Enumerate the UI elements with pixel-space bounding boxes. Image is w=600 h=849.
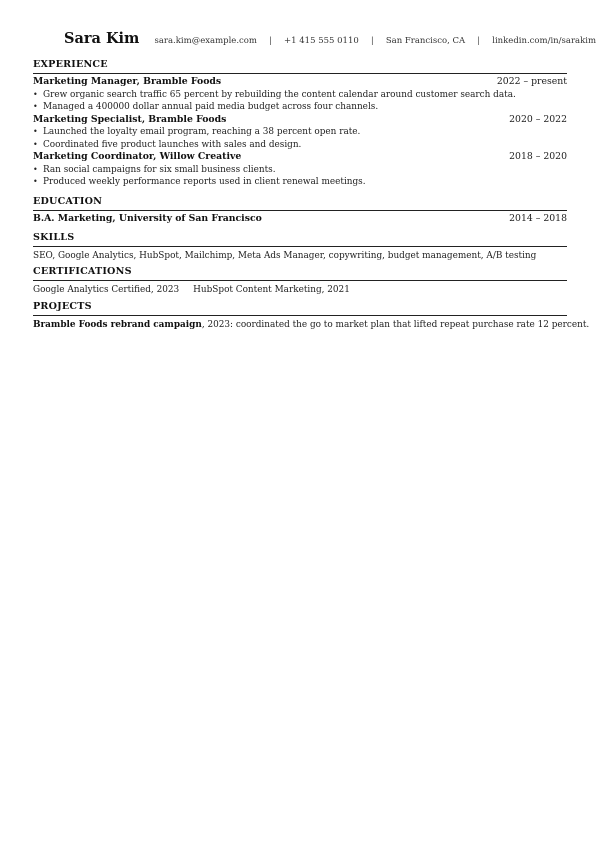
job-bullet: • Managed a 400000 dollar annual paid media budget across four channels. xyxy=(33,101,567,114)
skills-list: SEO, Google Analytics, HubSpot, Mailchimp, Meta Ads Manager, copywriting, budget management, A/B testing xyxy=(33,251,537,261)
certification-item: Google Analytics Certified, 2023 xyxy=(33,285,180,295)
job-bullet: • Coordinated five product launches with sales and design. xyxy=(33,139,567,152)
education-section xyxy=(33,196,567,226)
candidate-name: Sara Kim xyxy=(64,30,140,47)
section-divider xyxy=(33,73,567,74)
section-title: PROJECTS xyxy=(33,301,92,312)
certifications-list xyxy=(33,284,567,296)
certifications-section xyxy=(33,266,567,296)
section-title: CERTIFICATIONS xyxy=(33,266,132,277)
job-dates: 2022 – present xyxy=(496,76,567,87)
section-divider xyxy=(33,210,567,211)
education-dates: 2014 – 2018 xyxy=(509,213,567,224)
degree: B.A. Marketing, University of San Francisco xyxy=(33,213,262,224)
job-role: Marketing Manager, Bramble Foods xyxy=(33,76,222,87)
job-bullet: • Launched the loyalty email program, reaching a 38 percent open rate. xyxy=(33,126,567,139)
contact-separator: | xyxy=(269,36,272,46)
contact-separator: | xyxy=(370,36,374,46)
job-dates: 2018 – 2020 xyxy=(509,151,567,162)
contact-phone: +1 415 555 0110 xyxy=(284,36,359,46)
contact-linkedin: linkedin.com/in/sarakim xyxy=(492,36,597,46)
job-entry xyxy=(33,151,567,189)
contact-location: San Francisco, CA xyxy=(385,36,466,46)
projects-section xyxy=(33,301,590,331)
job-role: Marketing Specialist, Bramble Foods xyxy=(33,113,227,125)
project-detail: , 2023: coordinated the go to market plan that lifted repeat purchase rate 12 percent. xyxy=(201,320,590,330)
skills-section xyxy=(33,232,567,262)
section-divider xyxy=(33,246,567,247)
job-role: Marketing Coordinator, Willow Creative xyxy=(33,151,242,162)
job-bullet: • Ran social campaigns for six small business clients. xyxy=(33,164,567,177)
project-name: Bramble Foods rebrand campaign xyxy=(33,320,202,330)
contact-separator: | xyxy=(477,36,481,46)
resume-header xyxy=(64,28,596,47)
job-entry xyxy=(33,76,567,114)
job-entry xyxy=(33,114,567,152)
section-title: EXPERIENCE xyxy=(33,59,108,70)
certification-item: HubSpot Content Marketing, 2021 xyxy=(193,285,350,295)
job-dates: 2020 – 2022 xyxy=(509,113,567,125)
job-bullet: • Produced weekly performance reports used in client renewal meetings. xyxy=(33,176,567,189)
contact-email: sara.kim@example.com xyxy=(154,36,257,46)
experience-section xyxy=(33,59,567,189)
job-bullet: • Grew organic search traffic 65 percent by rebuilding the content calendar around customer search data. xyxy=(33,89,567,102)
section-divider xyxy=(33,315,567,316)
section-title: SKILLS xyxy=(33,232,75,243)
project-entry xyxy=(33,319,590,331)
section-divider xyxy=(33,280,567,281)
section-title: EDUCATION xyxy=(33,196,103,207)
